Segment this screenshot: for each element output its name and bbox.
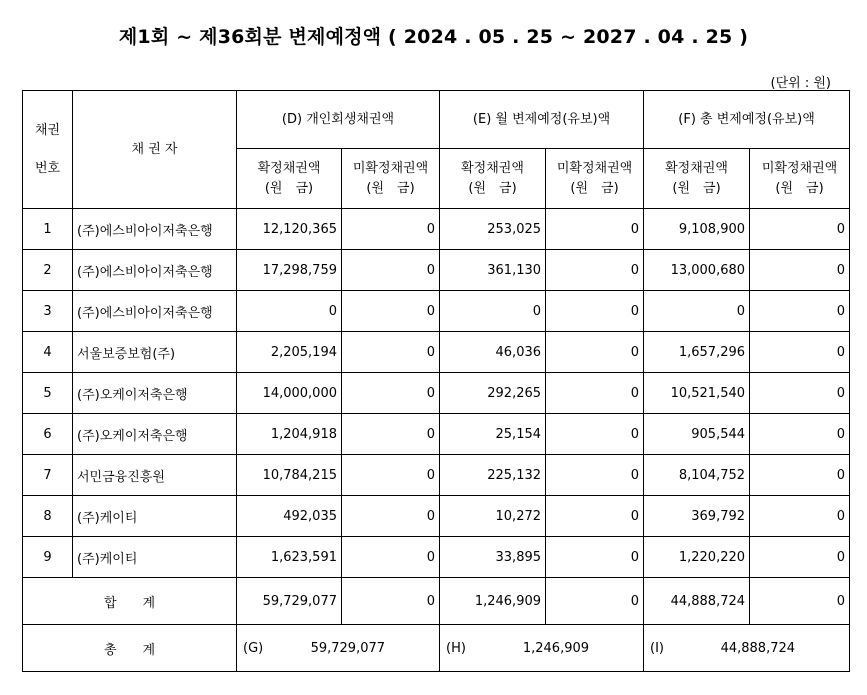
cell-f-confirmed: 1,220,220: [644, 537, 750, 578]
cell-d-confirmed: 1,623,591: [237, 537, 342, 578]
total-g-cell: [237, 625, 440, 672]
cell-e-unconfirmed: 0: [546, 209, 644, 250]
cell-f-unconfirmed: 0: [750, 332, 850, 373]
cell-d-unconfirmed: 0: [342, 209, 440, 250]
total-i-value: 44,888,724: [720, 640, 796, 656]
table-row: [23, 414, 850, 455]
cell-e-unconfirmed: 0: [546, 250, 644, 291]
header-line: 미확정채권액: [352, 160, 429, 176]
col-header-f-confirmed: [644, 149, 750, 209]
cell-e-unconfirmed: 0: [546, 373, 644, 414]
row-no: 2: [23, 250, 73, 291]
cell-f-confirmed: 1,657,296: [644, 332, 750, 373]
header-line: 확정채권액: [665, 160, 728, 176]
cell-d-confirmed: 1,204,918: [237, 414, 342, 455]
cell-d-confirmed: 14,000,000: [237, 373, 342, 414]
header-line: (원 금): [366, 180, 415, 196]
col-header-e-confirmed: [440, 149, 546, 209]
table-row: [23, 291, 850, 332]
cell-f-confirmed: 8,104,752: [644, 455, 750, 496]
cell-f-unconfirmed: 0: [750, 455, 850, 496]
cell-d-confirmed: 2,205,194: [237, 332, 342, 373]
header-line: 미확정채권액: [556, 160, 633, 176]
row-no: 5: [23, 373, 73, 414]
repayment-table: [22, 90, 850, 672]
cell-d-confirmed: 492,035: [237, 496, 342, 537]
total-i-cell: [644, 625, 850, 672]
cell-f-unconfirmed: 0: [750, 209, 850, 250]
header-line: (원 금): [672, 180, 721, 196]
total-row: [23, 625, 850, 672]
col-header-e-unconfirmed: [546, 149, 644, 209]
col-header-no-line2: 번호: [34, 160, 61, 176]
header-line: (원 금): [468, 180, 517, 196]
cell-f-unconfirmed: 0: [750, 537, 850, 578]
sum-f-unconfirmed: 0: [750, 578, 850, 625]
cell-e-confirmed: 33,895: [440, 537, 546, 578]
cell-f-unconfirmed: 0: [750, 414, 850, 455]
sum-label: 합 계: [23, 578, 237, 625]
table-row: [23, 332, 850, 373]
row-creditor: (주)케이티: [73, 496, 237, 537]
row-creditor: (주)오케이저축은행: [73, 373, 237, 414]
row-creditor: 서울보증보험(주): [73, 332, 237, 373]
cell-f-confirmed: 369,792: [644, 496, 750, 537]
header-line: (원 금): [570, 180, 619, 196]
col-header-no: [23, 91, 73, 209]
col-header-d-unconfirmed: [342, 149, 440, 209]
table-row: [23, 496, 850, 537]
row-creditor: (주)에스비아이저축은행: [73, 209, 237, 250]
cell-d-unconfirmed: 0: [342, 414, 440, 455]
cell-e-unconfirmed: 0: [546, 291, 644, 332]
table-row: [23, 455, 850, 496]
row-creditor: (주)오케이저축은행: [73, 414, 237, 455]
row-no: 6: [23, 414, 73, 455]
sum-e-unconfirmed: 0: [546, 578, 644, 625]
cell-e-unconfirmed: 0: [546, 496, 644, 537]
col-header-group-e: (E) 월 변제예정(유보)액: [440, 91, 644, 149]
sum-row: [23, 578, 850, 625]
total-h-cell: [440, 625, 644, 672]
cell-d-unconfirmed: 0: [342, 373, 440, 414]
cell-d-confirmed: 0: [237, 291, 342, 332]
cell-d-unconfirmed: 0: [342, 496, 440, 537]
cell-e-unconfirmed: 0: [546, 537, 644, 578]
cell-e-confirmed: 25,154: [440, 414, 546, 455]
col-header-creditor: 채 권 자: [73, 91, 237, 209]
row-no: 1: [23, 209, 73, 250]
row-creditor: (주)케이티: [73, 537, 237, 578]
header-line: 확정채권액: [461, 160, 524, 176]
cell-d-confirmed: 10,784,215: [237, 455, 342, 496]
row-no: 8: [23, 496, 73, 537]
cell-f-unconfirmed: 0: [750, 373, 850, 414]
total-i-label: (I): [650, 640, 665, 656]
cell-e-confirmed: 225,132: [440, 455, 546, 496]
total-h-value: 1,246,909: [522, 640, 590, 656]
cell-d-unconfirmed: 0: [342, 537, 440, 578]
sum-f-confirmed: 44,888,724: [644, 578, 750, 625]
sum-d-unconfirmed: 0: [342, 578, 440, 625]
cell-f-unconfirmed: 0: [750, 496, 850, 537]
table-row: [23, 373, 850, 414]
cell-d-unconfirmed: 0: [342, 332, 440, 373]
row-no: 3: [23, 291, 73, 332]
header-line: 확정채권액: [257, 160, 321, 176]
total-g-value: 59,729,077: [310, 640, 386, 656]
cell-e-confirmed: 0: [440, 291, 546, 332]
document-title: 제1회 ~ 제36회분 변제예정액 ( 2024 . 05 . 25 ~ 2027 . 04 . 25 ): [118, 26, 749, 48]
cell-e-confirmed: 361,130: [440, 250, 546, 291]
cell-e-confirmed: 46,036: [440, 332, 546, 373]
cell-f-unconfirmed: 0: [750, 250, 850, 291]
header-row-1: [23, 91, 850, 149]
col-header-group-f: (F) 총 변제예정(유보)액: [644, 91, 850, 149]
cell-e-unconfirmed: 0: [546, 414, 644, 455]
cell-e-unconfirmed: 0: [546, 455, 644, 496]
row-creditor: (주)에스비아이저축은행: [73, 250, 237, 291]
unit-label: (단위 : 원): [770, 76, 831, 91]
total-g-label: (G): [243, 640, 264, 656]
header-line: 미확정채권액: [761, 160, 838, 176]
cell-f-confirmed: 0: [644, 291, 750, 332]
sum-d-confirmed: 59,729,077: [237, 578, 342, 625]
col-header-f-unconfirmed: [750, 149, 850, 209]
sum-e-confirmed: 1,246,909: [440, 578, 546, 625]
row-creditor: (주)에스비아이저축은행: [73, 291, 237, 332]
cell-e-confirmed: 253,025: [440, 209, 546, 250]
cell-e-unconfirmed: 0: [546, 332, 644, 373]
header-line: (원 금): [264, 180, 314, 196]
col-header-group-d: (D) 개인회생채권액: [237, 91, 440, 149]
cell-d-unconfirmed: 0: [342, 455, 440, 496]
table-row: [23, 209, 850, 250]
col-header-d-confirmed: [237, 149, 342, 209]
total-label: 총 계: [23, 625, 237, 672]
row-no: 7: [23, 455, 73, 496]
row-no: 9: [23, 537, 73, 578]
cell-f-confirmed: 10,521,540: [644, 373, 750, 414]
total-h-label: (H): [446, 640, 466, 656]
col-header-no-line1: 채권: [34, 122, 61, 138]
cell-d-unconfirmed: 0: [342, 250, 440, 291]
cell-f-confirmed: 905,544: [644, 414, 750, 455]
header-line: (원 금): [775, 180, 824, 196]
cell-d-confirmed: 12,120,365: [237, 209, 342, 250]
cell-d-unconfirmed: 0: [342, 291, 440, 332]
cell-f-confirmed: 13,000,680: [644, 250, 750, 291]
row-no: 4: [23, 332, 73, 373]
cell-e-confirmed: 10,272: [440, 496, 546, 537]
row-creditor: 서민금융진흥원: [73, 455, 237, 496]
cell-d-confirmed: 17,298,759: [237, 250, 342, 291]
table-row: [23, 250, 850, 291]
cell-f-unconfirmed: 0: [750, 291, 850, 332]
table-row: [23, 537, 850, 578]
cell-f-confirmed: 9,108,900: [644, 209, 750, 250]
cell-e-confirmed: 292,265: [440, 373, 546, 414]
